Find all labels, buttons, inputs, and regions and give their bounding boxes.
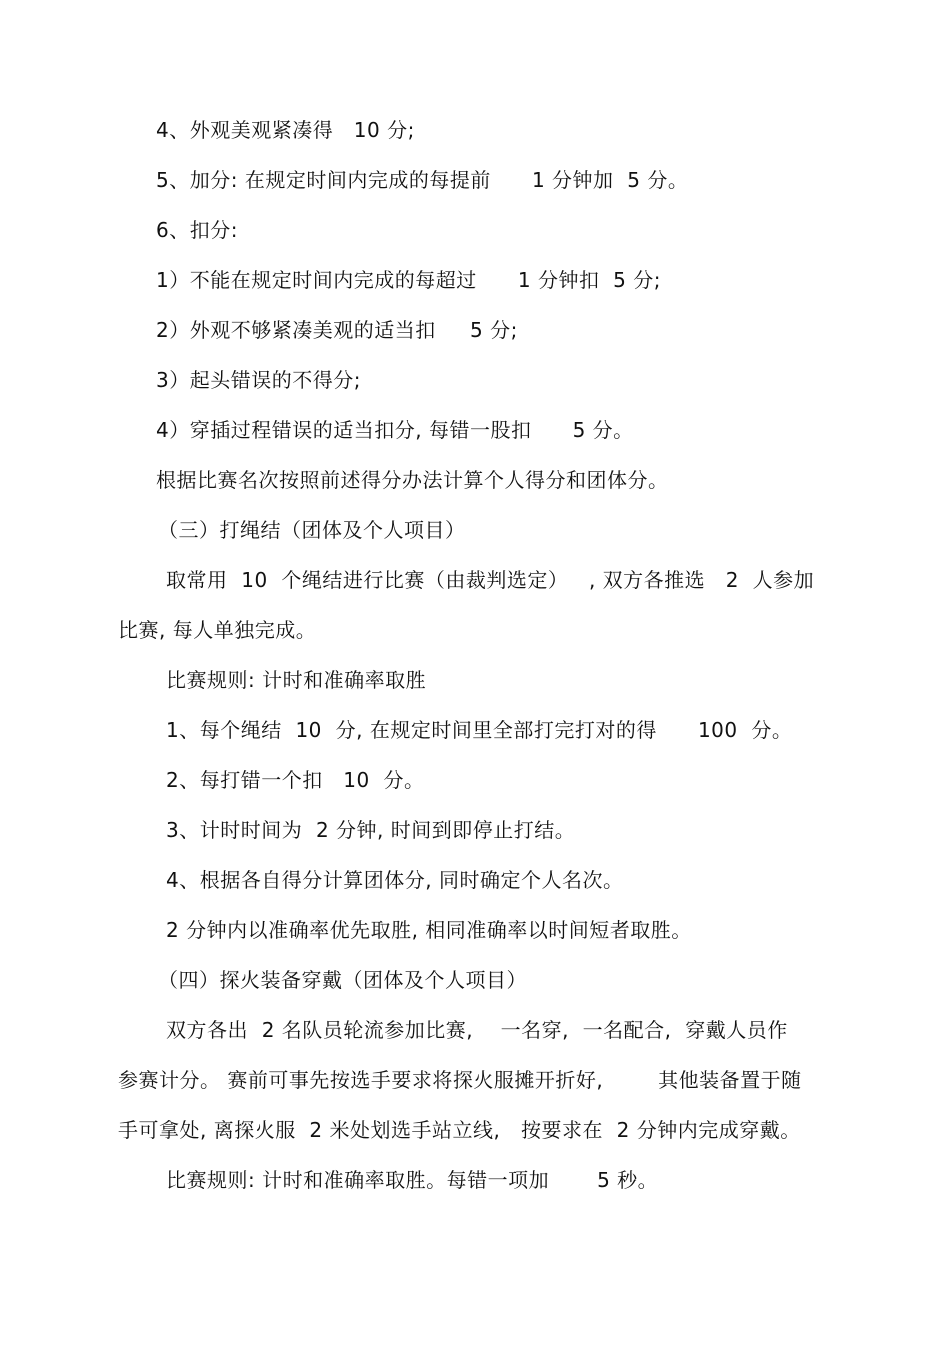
paragraph-line: 2 分钟内以准确率优先取胜, 相同准确率以时间短者取胜。 bbox=[166, 918, 692, 942]
rule-line: 3、计时时间为 2 分钟, 时间到即停止打结。 bbox=[166, 818, 576, 842]
rule-line-1: 4、外观美观紧凑得 10 分; bbox=[156, 118, 415, 142]
rule-line: 2、每打错一个扣 10 分。 bbox=[166, 768, 425, 792]
rule-line-7: 4）穿插过程错误的适当扣分, 每错一股扣 5 分。 bbox=[156, 418, 634, 442]
section-heading-4: （四）探火装备穿戴（团体及个人项目） bbox=[158, 968, 527, 992]
rule-line-4: 1）不能在规定时间内完成的每超过 1 分钟扣 5 分; bbox=[156, 268, 661, 292]
rule-line: 4、根据各自得分计算团体分, 同时确定个人名次。 bbox=[166, 868, 624, 892]
paragraph-line: 取常用 10 个绳结进行比赛（由裁判选定） , 双方各推选 2 人参加 bbox=[166, 568, 815, 592]
section-heading-3: （三）打绳结（团体及个人项目） bbox=[158, 518, 466, 542]
rule-line-5: 2）外观不够紧凑美观的适当扣 5 分; bbox=[156, 318, 518, 342]
paragraph-line: 双方各出 2 名队员轮流参加比赛, 一名穿, 一名配合, 穿戴人员作 bbox=[166, 1018, 788, 1042]
rule-line-3: 6、扣分: bbox=[156, 218, 238, 242]
paragraph-line: 根据比赛名次按照前述得分办法计算个人得分和团体分。 bbox=[156, 468, 669, 492]
paragraph-line: 比赛, 每人单独完成。 bbox=[118, 618, 317, 642]
rule-line: 1、每个绳结 10 分, 在规定时间里全部打完打对的得 100 分。 bbox=[166, 718, 793, 742]
rule-line-2: 5、加分: 在规定时间内完成的每提前 1 分钟加 5 分。 bbox=[156, 168, 689, 192]
rule-line-6: 3）起头错误的不得分; bbox=[156, 368, 361, 392]
paragraph-line: 手可拿处, 离探火服 2 米处划选手站立线, 按要求在 2 分钟内完成穿戴。 bbox=[118, 1118, 801, 1142]
paragraph-line: 参赛计分。 赛前可事先按选手要求将探火服摊开折好, 其他装备置于随 bbox=[118, 1068, 802, 1092]
rules-heading: 比赛规则: 计时和准确率取胜 bbox=[166, 668, 427, 692]
rules-heading: 比赛规则: 计时和准确率取胜。每错一项加 5 秒。 bbox=[166, 1168, 659, 1192]
